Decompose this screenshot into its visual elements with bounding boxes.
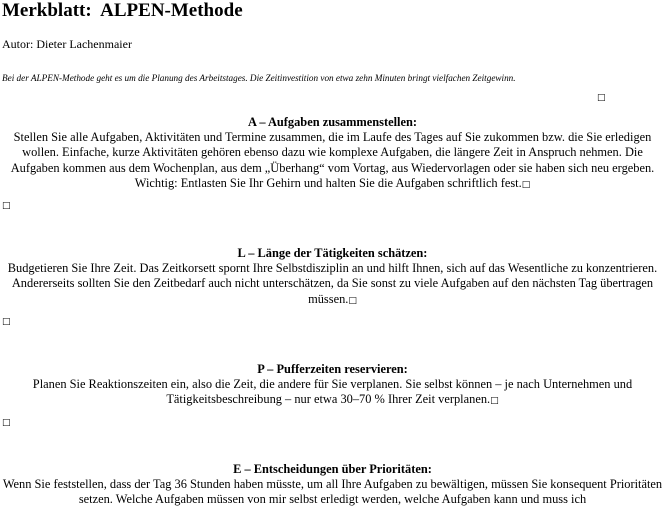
document-intro: Bei der ALPEN-Methode geht es um die Planung des Arbeitstages. Die Zeitinvestition von etwa zehn Minuten bringt vielfachen Zeitgewinn.: [2, 73, 516, 83]
placeholder-glyph-icon: □: [348, 295, 357, 306]
section-a: [0, 115, 665, 193]
section-body: Wenn Sie feststellen, dass der Tag 36 Stunden haben müsste, um all Ihre Aufgaben zu bewältigen, müssen Sie konsequent Prioritäten setzen. Welche Aufgaben müssen von mir selbst erledigt werden, welche Aufgaben kann und muss ich: [2, 477, 663, 507]
placeholder-glyph-icon: □: [490, 396, 499, 407]
document-author: Autor: Dieter Lachenmaier: [2, 37, 132, 51]
section-l: [0, 246, 665, 309]
document-title: Merkblatt: ALPEN-Methode: [2, 0, 243, 21]
placeholder-glyph-icon: □: [2, 201, 11, 211]
section-body: Budgetieren Sie Ihre Zeit. Das Zeitkorsett spornt Ihre Selbstdisziplin an und hilft Ihnen, sich auf das Wesentliche zu konzentrieren. Andererseits sollten Sie den Zeitbedarf auch nicht unterschätzen, da Sie sonst zu viele Aufgaben auf den nächsten Tag übertragen müssen.□: [2, 261, 664, 309]
section-e: [0, 462, 665, 508]
placeholder-glyph-icon: □: [597, 93, 606, 103]
placeholder-glyph-icon: □: [521, 179, 531, 190]
placeholder-glyph-icon: □: [2, 418, 11, 428]
section-heading: A – Aufgaben zusammenstellen:: [247, 115, 417, 129]
placeholder-glyph-icon: □: [2, 317, 11, 327]
section-heading: P – Pufferzeiten reservieren:: [257, 362, 408, 376]
section-body: Stellen Sie alle Aufgaben, Aktivitäten und Termine zusammen, die im Laufe des Tages auf Sie zukommen bzw. die Sie erledigen wollen. Einfache, kurze Aktivitäten gehören ebenso dazu wie komplexe Aufgaben, die längere Zeit in Anspruch nehmen. Die Aufgaben kommen aus dem Wochenplan, aus dem „Überhang“ vom Vortag, aus Wiedervorlagen oder sie haben sich neu ergeben. Wichtig: Entlasten Sie Ihr Gehirn und halten Sie die Aufgaben schriftlich fest.□: [2, 130, 664, 193]
section-p: [0, 362, 665, 410]
section-heading: L – Länge der Tätigkeiten schätzen:: [237, 246, 428, 260]
section-body: Planen Sie Reaktionszeiten ein, also die Zeit, die andere für Sie verplanen. Sie selbst können – je nach Unternehmen und Tätigkeitsbeschreibung – nur etwa 30–70 % Ihrer Zeit verplanen.□: [2, 377, 664, 409]
section-heading: E – Entscheidungen über Prioritäten:: [233, 462, 432, 476]
